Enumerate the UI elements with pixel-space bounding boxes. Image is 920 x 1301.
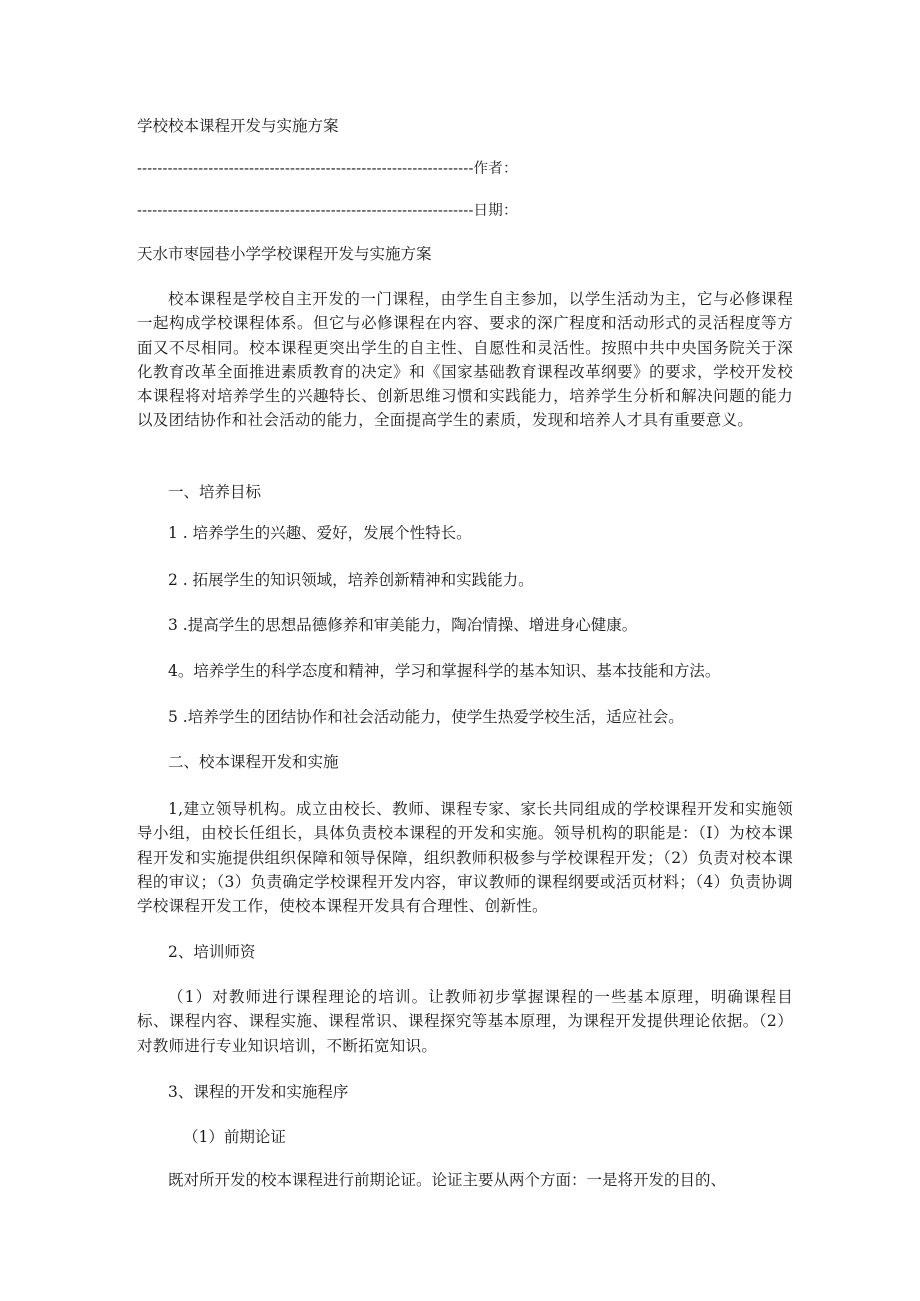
section-heading-development: 二、校本课程开发和实施 — [168, 753, 339, 771]
subheading-procedure: 3、课程的开发和实施程序 — [168, 1083, 349, 1101]
subheading-teacher-training: 2、培训师资 — [168, 943, 256, 961]
author-line: ------------------------------------------------------------------作者： — [137, 161, 518, 177]
leadership-paragraph: 1,建立领导机构。成立由校长、教师、课程专家、家长共同组成的学校课程开发和实施领导小组，由校长任组长，具体负责校本课程的开发和实施。领导机构的职能是：（I）为校本课程开发和实施提供组织保障和领导保障，组织教师积极参与学校课程开发；（2）负责对校本课程的审议；（3）负责确定学校课程开发内容，审议教师的课程纲要或活页材料；（4）负责协调学校课程开发工作，使校本课程开发具有合理性、创新性。 — [137, 800, 793, 916]
goal-item: 2 . 拓展学生的知识领域，培养创新精神和实践能力。 — [168, 571, 534, 589]
subheading-preliminary-demonstration: （1）前期论证 — [183, 1128, 286, 1146]
section-heading-goals: 一、培养目标 — [168, 483, 262, 501]
goal-item: 3 .提高学生的思想品德修养和审美能力，陶冶情操、增进身心健康。 — [168, 616, 638, 634]
teacher-training-paragraph: （1）对教师进行课程理论的培训。让教师初步掌握课程的一些基本原理，明确课程目标、课程内容、课程实施、课程常识、课程探究等基本原理，为课程开发提供理论依据。（2）对教师进行专业知识培训，不断拓宽知识。 — [137, 988, 793, 1055]
date-line: ------------------------------------------------------------------日期： — [137, 203, 518, 219]
document-title: 学校校本课程开发与实施方案 — [137, 117, 339, 135]
goal-item: 1 . 培养学生的兴趣、爱好，发展个性特长。 — [168, 524, 472, 542]
intro-paragraph: 校本课程是学校自主开发的一门课程，由学生自主参加，以学生活动为主，它与必修课程一起构成学校课程体系。但它与必修课程在内容、要求的深广程度和活动形式的灵活程度等方面又不尽相同。校本课程更突出学生的自主性、自愿性和灵活性。按照中共中央国务院关于深化教育改革全面推进素质教育的决定》和《国家基础教育课程改革纲要》的要求，学校开发校本课程将对培养学生的兴趣特长、创新思维习惯和实践能力，培养学生分析和解决问题的能力以及团结协作和社会活动的能力，全面提高学生的素质，发现和培养人才具有重要意义。 — [137, 290, 793, 430]
main-title: 天水市枣园巷小学学校课程开发与实施方案 — [137, 245, 432, 263]
goal-item: 5 .培养学生的团结协作和社会活动能力，使学生热爱学校生活，适应社会。 — [168, 708, 684, 726]
preliminary-demonstration-paragraph: 既对所开发的校本课程进行前期论证。论证主要从两个方面：一是将开发的目的、 — [168, 1171, 727, 1189]
goal-item: 4。培养学生的科学态度和精神，学习和掌握科学的基本知识、基本技能和方法。 — [168, 662, 721, 680]
